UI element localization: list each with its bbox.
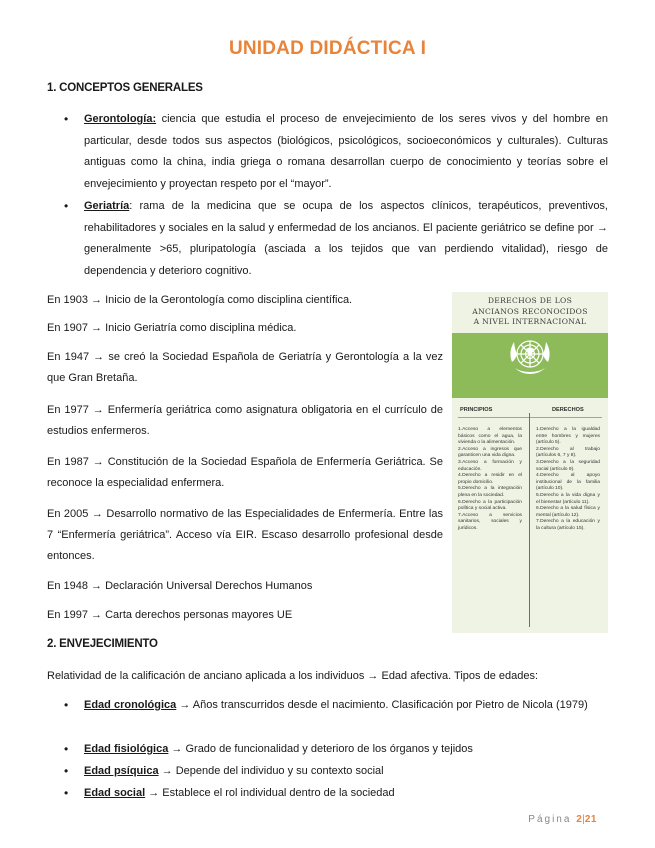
bullet-term: Edad cronológica <box>84 699 177 711</box>
footer-label: Página <box>528 814 572 825</box>
event-1977: En 1977 → Enfermería geriátrica como asignatura obligatoria en el currículo de estudios enfermeros. <box>47 404 443 437</box>
list-item: 4.Derecho a residir en el propio domicilio. <box>458 473 522 485</box>
bullet-text: → Años transcurridos desde el nacimiento. Clasificación por Pietro de Nicola (1979) <box>176 699 588 711</box>
page-title: UNIDAD DIDÁCTICA I <box>228 38 427 59</box>
bullet-edad-social <box>84 783 608 805</box>
bullet-text: → Depende del individuo y su contexto social <box>158 765 384 777</box>
section-heading-conceptos: 1. CONCEPTOS GENERALES <box>47 82 203 94</box>
event-1947: En 1947 → se creó la Sociedad Española de Geriatría y Gerontología a la vez que Gran Bretaña. <box>47 351 443 384</box>
bullet-edad-fisiologica <box>84 739 608 761</box>
list-item: 5.Derecho a la integración plena en la sociedad. <box>458 486 522 498</box>
section-heading-envejecimiento: 2. ENVEJECIMIENTO <box>47 638 158 650</box>
event-2005: En 2005 → Desarrollo normativo de las Especialidades de Enfermería. Entre las 7 “Enfermería geriátrica”. Acceso vía EIR. Escaso desarrollo profesional desde entonces. <box>47 508 443 562</box>
event-1948: En 1948 → Declaración Universal Derechos Humanos <box>47 580 313 592</box>
event-1997: En 1997 → Carta derechos personas mayores UE <box>47 609 293 621</box>
list-item: 6.Derecho a la salud física y mental (artículo 12). <box>536 506 600 518</box>
bullet-term: Edad social <box>84 787 146 799</box>
bullet-text: : rama de la medicina que se ocupa de los aspectos clínicos, terapéuticos, preventivos, rehabilitadores y sociales en la salud y enfermedad de los ancianos. El paciente geriátrico se define por → generalmente >65, pluripatología (asciada a los tejidos que van perdiendo vitalidad), riesgo de dependencia y deterioro cognitivo. <box>84 200 608 277</box>
bullet-term: Geriatría <box>84 200 130 212</box>
bullet-edad-psiquica <box>84 761 608 783</box>
page-total: 21 <box>584 814 597 825</box>
page-number: 2 <box>576 814 583 825</box>
principios-list <box>458 427 522 533</box>
bullet-text: → Grado de funcionalidad y deterioro de los órganos y tejidos <box>168 743 473 755</box>
bullet-term: Edad psíquica <box>84 765 159 777</box>
list-item: 6.Derecho a la participación política y social activa. <box>458 499 522 512</box>
event-1987: En 1987 → Constitución de la Sociedad Española de Enfermería Geriátrica. Se reconoce la especialidad enfermera. <box>47 456 443 489</box>
derechos-list <box>536 427 600 533</box>
list-item: 3.Derecho a la seguridad social (artículo 9). <box>536 459 600 472</box>
list-item: 5.Derecho a la vida digna y el bienestar (artículo 11). <box>536 492 600 505</box>
event-1903: En 1903 → Inicio de la Gerontología como disciplina científica. <box>47 294 353 306</box>
event-1907: En 1907 → Inicio Geriatría como disciplina médica. <box>47 322 297 334</box>
list-item: 7.Derecho a la educación y la cultura (artículo 15). <box>536 519 600 531</box>
infographic-title: DERECHOS DE LOS ANCIANOS RECONOCIDOS A NIVEL INTERNACIONAL <box>472 296 588 326</box>
footer-separator: | <box>582 814 585 825</box>
rights-infographic <box>452 292 608 633</box>
bullet-text: ciencia que estudia el proceso de envejecimiento de los seres vivos y del hombre en particular, desde todos sus aspectos (biológicos, psicológicos, socioeconómicos y culturales). Culturas antiguas como la china, india griega o romana desarrollan cuerpo de conocimiento y teorías sobre el envejecimiento y proyectan respeto por el “mayor”. <box>84 113 608 190</box>
list-item: 1.Acceso a elementos básicos como el agua, la vivienda o la alimentación. <box>458 427 522 446</box>
list-item: 1.Derecho a la igualdad entre hombres y mujeres (artículo 5). <box>536 427 600 446</box>
bullet-term: Edad fisiológica <box>84 743 169 755</box>
bullet-edad-cronologica <box>84 695 608 717</box>
column-derechos: DERECHOS <box>552 407 584 413</box>
section-intro: Relatividad de la calificación de anciano aplicada a los individuos → Edad afectiva. Tipos de edades: <box>47 670 539 682</box>
bullet-geriatria <box>84 196 608 282</box>
list-item: 4.Derecho al apoyo institucional de la familia (artículo 10). <box>536 473 600 492</box>
column-principios: PRINCIPIOS <box>460 407 493 413</box>
list-item: 7.Acceso a servicios sanitarios, sociales y jurídicos. <box>458 512 522 531</box>
un-emblem-icon <box>506 332 554 380</box>
bullet-term: Gerontología: <box>84 113 157 125</box>
bullet-gerontologia <box>84 109 608 195</box>
list-item: 3.Acceso a formación y educación. <box>458 459 522 472</box>
list-item: 2.Acceso a ingresos que garanticen una vida digna. <box>458 446 522 459</box>
page-footer <box>528 814 597 825</box>
list-item: 2.Derecho al trabajo (artículos 6, 7 y 8). <box>536 446 600 459</box>
bullet-text: → Establece el rol individual dentro de la sociedad <box>145 787 395 799</box>
